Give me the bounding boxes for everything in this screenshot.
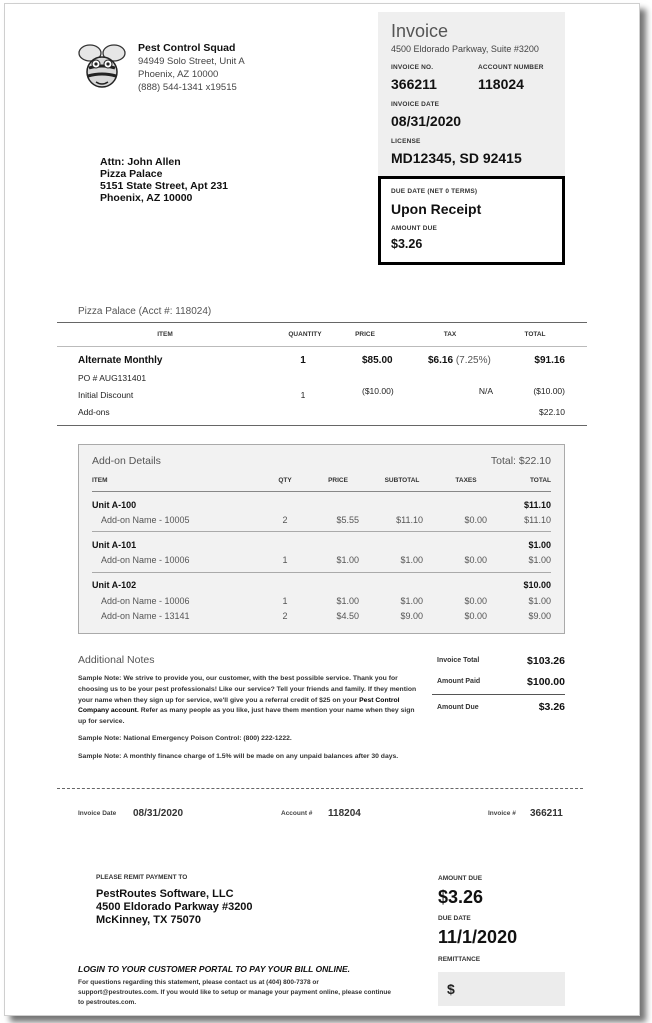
strip-invoice-label: Invoice # xyxy=(488,810,516,817)
discount-total: ($10.00) xyxy=(533,386,565,396)
portal-heading: LOGIN TO YOUR CUSTOMER PORTAL TO PAY YOUR BILL ONLINE. xyxy=(78,964,351,974)
addon-col-item: ITEM xyxy=(92,477,108,484)
note-referral-text: Sample Note: We strive to provide you, our customer, with the best possible service. Thank you for choosing us to be your pest professionals! Like our service? Tell your friends and family. If they mention your name when they sign up for service, we'll give you a referral credit of $25 on your xyxy=(78,675,417,704)
license-label: LICENSE xyxy=(391,138,421,145)
addon-row-qty: 2 xyxy=(282,515,288,525)
strip-invoice: 366211 xyxy=(530,808,563,819)
license-number: MD12345, SD 92415 xyxy=(391,150,522,166)
invoice-title: Invoice xyxy=(391,21,449,41)
invoice-no-label: INVOICE NO. xyxy=(391,64,434,71)
account-heading: Pizza Palace (Acct #: 118024) xyxy=(78,306,212,317)
bee-mascot-icon xyxy=(77,42,127,92)
addon-row-name: Add-on Name - 10005 xyxy=(101,515,190,525)
remit-amount-due-label: AMOUNT DUE xyxy=(438,875,483,882)
cut-line xyxy=(57,788,583,789)
discount-name: Initial Discount xyxy=(78,390,134,400)
due-date: Upon Receipt xyxy=(391,201,482,217)
col-quantity: QUANTITY xyxy=(288,331,322,338)
addon-col-total: TOTAL xyxy=(529,477,551,484)
note-referral-account: Pest Control Company account xyxy=(78,696,400,715)
addon-col-qty: QTY xyxy=(278,477,292,484)
note-finance-charge: Sample Note: A monthly finance charge of 1.5% will be made on any unpaid balances after 30 days. xyxy=(78,753,399,760)
col-total: TOTAL xyxy=(524,331,546,338)
addon-header-rule xyxy=(92,491,551,492)
attn-street: 5151 State Street, Apt 231 xyxy=(100,180,229,192)
remit-label: PLEASE REMIT PAYMENT TO xyxy=(96,874,188,881)
remit-amount-due: $3.26 xyxy=(438,887,484,907)
addon-row-total: $1.00 xyxy=(528,555,551,565)
amount-due: $3.26 xyxy=(391,237,423,251)
strip-invoice-date: 08/31/2020 xyxy=(133,808,184,819)
invoice-no: 366211 xyxy=(391,76,437,92)
addon-row-name: Add-on Name - 13141 xyxy=(101,611,190,621)
invoice-date: 08/31/2020 xyxy=(391,113,462,129)
note-referral-text-end: . Refer as many people as you like, just have them mention your name when they sign up for service. xyxy=(78,707,415,726)
addon-row-subtotal: $1.00 xyxy=(400,555,423,565)
addons-name: Add-ons xyxy=(78,407,110,417)
totals-rule xyxy=(432,694,565,695)
discount-quantity: 1 xyxy=(300,390,306,400)
company-phone: (888) 544-1341 x19515 xyxy=(138,82,237,93)
remit-street: 4500 Eldorado Parkway #3200 xyxy=(96,901,253,913)
addon-row-qty: 1 xyxy=(282,555,288,565)
line-item-tax-rate: (7.25%) xyxy=(455,355,491,366)
company-address-1: 94949 Solo Street, Unit A xyxy=(138,56,245,67)
col-tax: TAX xyxy=(443,331,457,338)
addon-row-subtotal: $9.00 xyxy=(400,611,423,621)
invoice-page xyxy=(4,3,640,1016)
addon-row-price: $1.00 xyxy=(336,596,359,606)
attn-name: Attn: John Allen xyxy=(100,156,181,168)
note-poison-control: Sample Note: National Emergency Poison Control: (800) 222-1222. xyxy=(78,735,292,742)
line-item-tax-amount: $6.16 xyxy=(428,355,454,366)
addon-col-subtotal: SUBTOTAL xyxy=(384,477,420,484)
amount-due-total-label: Amount Due xyxy=(437,704,479,711)
note-referral xyxy=(78,674,418,728)
addon-row-total: $11.10 xyxy=(524,515,551,525)
amount-due-total: $3.26 xyxy=(538,701,565,713)
remittance-dollar-sign: $ xyxy=(447,981,455,997)
addon-unit-title: Unit A-102 xyxy=(92,580,137,590)
strip-invoice-date-label: Invoice Date xyxy=(78,810,117,817)
addon-row-subtotal: $1.00 xyxy=(400,596,423,606)
portal-contact-text: For questions regarding this statement, please contact us at (404) 800-7378 or support@pestroutes.com. If you would like to setup or manage your payment online, please continue to pestroutes.com. xyxy=(78,979,391,1006)
amount-due-label: AMOUNT DUE xyxy=(391,225,438,232)
addon-row-taxes: $0.00 xyxy=(464,611,487,621)
company-name: Pest Control Squad xyxy=(138,42,236,54)
additional-notes-title: Additional Notes xyxy=(78,654,155,666)
addon-unit-total: $10.00 xyxy=(523,580,551,590)
line-item-price: $85.00 xyxy=(362,355,393,366)
line-item-quantity: 1 xyxy=(300,355,306,366)
remit-due-date-label: DUE DATE xyxy=(438,915,471,922)
addon-unit-total: $11.10 xyxy=(523,500,551,510)
remit-city: McKinney, TX 75070 xyxy=(96,914,201,926)
table-header-rule xyxy=(57,346,587,347)
company-address-2: Phoenix, AZ 10000 xyxy=(138,69,219,80)
discount-tax: N/A xyxy=(478,386,493,396)
addon-row-total: $1.00 xyxy=(528,596,551,606)
addon-row-price: $5.55 xyxy=(336,515,359,525)
remittance-amount-field[interactable] xyxy=(438,972,565,1006)
addon-row-total: $9.00 xyxy=(528,611,551,621)
discount-price: ($10.00) xyxy=(362,386,394,396)
addon-col-price: PRICE xyxy=(328,477,348,484)
strip-account: 118204 xyxy=(328,808,361,819)
amount-paid-label: Amount Paid xyxy=(437,678,481,685)
addon-unit-title: Unit A-101 xyxy=(92,540,137,550)
strip-account-label: Account # xyxy=(281,810,313,817)
col-item: ITEM xyxy=(157,331,173,338)
addon-row-taxes: $0.00 xyxy=(464,515,487,525)
invoice-date-label: INVOICE DATE xyxy=(391,101,440,108)
due-date-label: DUE DATE (NET 0 TERMS) xyxy=(391,188,478,195)
addon-row-taxes: $0.00 xyxy=(464,596,487,606)
account-number-label: ACCOUNT NUMBER xyxy=(478,64,544,71)
addon-group-rule xyxy=(92,572,551,573)
addon-unit-title: Unit A-100 xyxy=(92,500,137,510)
amount-paid: $100.00 xyxy=(527,676,565,688)
remittance-label: REMITTANCE xyxy=(438,956,481,963)
addon-details-title: Add-on Details xyxy=(92,455,161,467)
addon-row-name: Add-on Name - 10006 xyxy=(101,555,190,565)
invoice-address: 4500 Eldorado Parkway, Suite #3200 xyxy=(391,44,539,54)
addon-row-name: Add-on Name - 10006 xyxy=(101,596,190,606)
addons-total: $22.10 xyxy=(539,407,565,417)
addon-row-price: $4.50 xyxy=(336,611,359,621)
table-bottom-rule xyxy=(57,425,587,426)
invoice-total: $103.26 xyxy=(527,655,565,667)
col-price: PRICE xyxy=(355,331,375,338)
po-number: PO # AUG131401 xyxy=(78,373,147,383)
invoice-total-label: Invoice Total xyxy=(437,657,480,664)
table-top-rule xyxy=(57,322,587,323)
remit-due-date: 11/1/2020 xyxy=(438,927,518,947)
line-item-name: Alternate Monthly xyxy=(78,355,163,366)
addon-unit-total: $1.00 xyxy=(528,540,551,550)
line-item-tax xyxy=(428,355,491,366)
line-item-total: $91.16 xyxy=(534,355,565,366)
addon-row-qty: 2 xyxy=(282,611,288,621)
attn-business: Pizza Palace xyxy=(100,168,163,180)
addon-col-taxes: TAXES xyxy=(455,477,477,484)
addon-details-total: Total: $22.10 xyxy=(490,455,551,467)
addon-row-subtotal: $11.10 xyxy=(396,515,423,525)
addon-group-rule xyxy=(92,531,551,532)
attn-city: Phoenix, AZ 10000 xyxy=(100,192,193,204)
addon-row-price: $1.00 xyxy=(336,555,359,565)
addon-row-qty: 1 xyxy=(282,596,288,606)
account-number: 118024 xyxy=(478,76,524,92)
remit-company: PestRoutes Software, LLC xyxy=(96,888,234,900)
addon-row-taxes: $0.00 xyxy=(464,555,487,565)
